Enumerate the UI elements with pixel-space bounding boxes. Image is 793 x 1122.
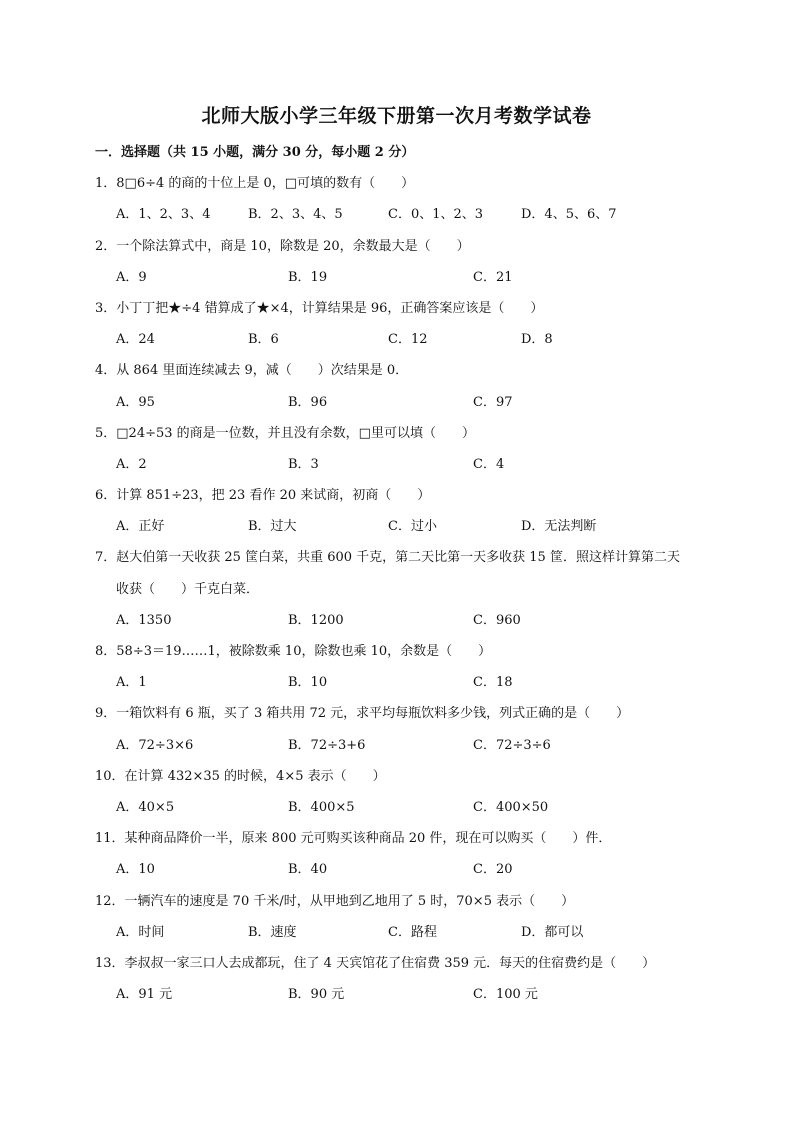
- option-c: C．过小: [388, 519, 437, 535]
- option-b: B．40: [288, 862, 328, 878]
- question-text: 9．一箱饮料有 6 瓶，买了 3 箱共用 72 元，求平均每瓶饮料多少钱，列式正确的是（ ）: [95, 706, 630, 722]
- option-c: C．12: [388, 332, 428, 348]
- option-c: C．97: [473, 394, 513, 410]
- question-options: [95, 262, 715, 293]
- option-b: B．过大: [248, 519, 297, 535]
- question-options: [95, 730, 715, 761]
- question-text: 1．8□6÷4 的商的十位上是 0，□可填的数有（ ）: [95, 176, 415, 192]
- option-b: B．1200: [288, 612, 344, 628]
- option-c: C．21: [473, 269, 513, 285]
- question-options: [95, 324, 715, 355]
- option-a: A．正好: [116, 519, 165, 535]
- option-d: D．都可以: [521, 924, 584, 940]
- question-options: [95, 917, 715, 948]
- option-a: A．95: [116, 394, 155, 410]
- question-text: 收获（ ）千克白菜．: [116, 581, 260, 597]
- question-text: 10．在计算 432×35 的时候，4×5 表示（ ）: [95, 768, 386, 784]
- option-a: A．1350: [116, 612, 172, 628]
- question-text: 11．某种商品降价一半，原来 800 元可购买该种商品 20 件，现在可以购买（ ）件．: [95, 831, 612, 847]
- question-list: [95, 137, 715, 1010]
- question-options: [95, 511, 715, 542]
- question-text: 4．从 864 里面连续减去 9，减（ ）次结果是 0．: [95, 363, 409, 379]
- question-options: [95, 605, 715, 636]
- option-a: A．1、2、3、4: [116, 207, 211, 223]
- question-text: 7．赵大伯第一天收获 25 筐白菜，共重 600 千克，第二天比第一天多收获 15 筐．照这样计算第二天: [95, 550, 680, 566]
- question-options: [95, 854, 715, 885]
- option-a: A．时间: [116, 924, 165, 940]
- option-b: B．400×5: [288, 799, 355, 815]
- question-text: 2．一个除法算式中，商是 10，除数是 20，余数最大是（ ）: [95, 238, 470, 254]
- option-a: A．91 元: [116, 987, 173, 1003]
- option-c: C．4: [473, 456, 505, 472]
- option-c: C．400×50: [473, 799, 549, 815]
- option-b: B．速度: [248, 924, 297, 940]
- option-b: B．72÷3+6: [288, 737, 366, 753]
- page-title: 北师大版小学三年级下册第一次月考数学试卷: [201, 105, 592, 127]
- option-c: C．20: [473, 862, 513, 878]
- option-b: B．2、3、4、5: [248, 207, 343, 223]
- option-c: C．路程: [388, 924, 437, 940]
- question-text: 6．计算 851÷23，把 23 看作 20 来试商，初商（ ）: [95, 488, 431, 504]
- option-a: A．9: [116, 269, 147, 285]
- question-text: 13．李叔叔一家三口人去成都玩，住了 4 天宾馆花了住宿费 359 元．每天的住宿费约是（ ）: [95, 955, 656, 971]
- question-options: [95, 449, 715, 480]
- option-d: D．8: [521, 332, 553, 348]
- question-text: 8．58÷3＝19……1，被除数乘 10，除数也乘 10，余数是（ ）: [95, 644, 492, 659]
- option-b: B．10: [288, 675, 328, 691]
- question-text: 12．一辆汽车的速度是 70 千米/时，从甲地到乙地用了 5 时，70×5 表示（ ）: [95, 893, 575, 909]
- question-options: [95, 199, 715, 230]
- question-text: 5．□24÷53 的商是一位数，并且没有余数，□里可以填（ ）: [95, 425, 475, 441]
- question-options: [95, 387, 715, 418]
- option-a: A．72÷3×6: [116, 737, 194, 753]
- option-c: C．100 元: [473, 987, 538, 1003]
- option-b: B．3: [288, 456, 319, 472]
- section-heading: 一．选择题（共 15 小题，满分 30 分，每小题 2 分）: [95, 145, 415, 160]
- option-c: C．72÷3÷6: [473, 737, 551, 753]
- option-b: B．90 元: [288, 987, 345, 1003]
- option-d: D．无法判断: [521, 519, 597, 535]
- option-b: B．6: [248, 332, 279, 348]
- option-c: C．18: [473, 675, 513, 691]
- question-options: [95, 979, 715, 1010]
- option-b: B．96: [288, 394, 328, 410]
- option-a: A．24: [116, 332, 155, 348]
- option-a: A．40×5: [116, 799, 175, 815]
- question-text: 3．小丁丁把★÷4 错算成了★×4，计算结果是 96，正确答案应该是（ ）: [95, 300, 544, 316]
- option-c: C．960: [473, 612, 521, 628]
- option-a: A．10: [116, 862, 155, 878]
- option-a: A．1: [116, 675, 147, 691]
- option-b: B．19: [288, 269, 328, 285]
- question-options: [95, 792, 715, 823]
- option-c: C．0、1、2、3: [388, 207, 484, 223]
- option-a: A．2: [116, 456, 147, 472]
- option-d: D．4、5、6、7: [521, 207, 617, 223]
- question-options: [95, 667, 715, 698]
